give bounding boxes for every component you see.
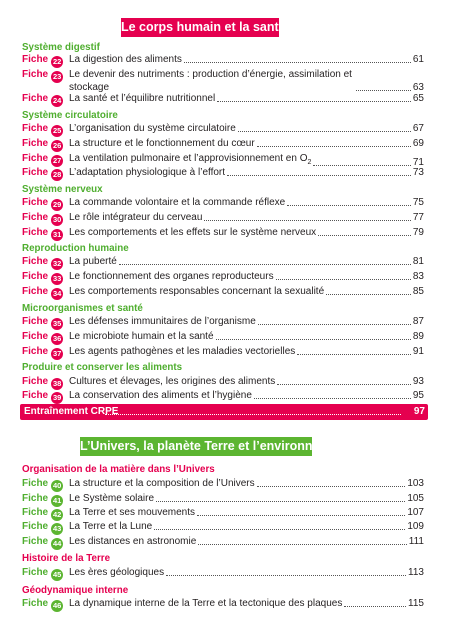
page-number: 113 — [408, 567, 424, 578]
subscript: 2 — [307, 159, 312, 166]
fiche-number-badge: 32 — [52, 259, 62, 268]
toc-entry-title: La puberté — [69, 256, 117, 267]
fiche-label: Fiche 37 — [22, 346, 62, 358]
toc-entry-title: La dynamique interne de la Terre et la tectonique des plaques — [69, 598, 343, 609]
page-number: 107 — [407, 507, 424, 518]
fiche-label: Fiche 43 — [22, 521, 62, 533]
dot-leader — [344, 606, 406, 607]
page-number: 115 — [408, 598, 424, 609]
toc-entry-title: Les défenses immunitaires de l’organisme — [69, 316, 256, 327]
fiche-label: Fiche 22 — [22, 54, 62, 66]
fiche-label: Fiche 31 — [22, 227, 62, 239]
toc-entry-title: L’organisation du système circulatoire — [69, 123, 236, 134]
page-number: 71 — [412, 157, 424, 168]
toc-entry-title: La Terre et ses mouvements — [69, 507, 195, 518]
fiche-number-badge: 30 — [52, 215, 62, 224]
part2-banner: L’Univers, la planète Terre et l’environnement — [80, 437, 312, 456]
toc-entry-title: Les comportements et les effets sur le système nerveux — [69, 227, 317, 238]
toc-row[interactable] — [22, 389, 424, 402]
page-number: 75 — [412, 197, 424, 208]
toc-entry-title: Le rôle intégrateur du cerveau — [69, 212, 203, 223]
toc-row[interactable] — [22, 520, 424, 533]
section-title-microorganismes: Microorganismes et santé — [22, 303, 143, 314]
toc-row[interactable] — [22, 285, 424, 298]
toc-row[interactable] — [22, 375, 424, 388]
dot-leader — [204, 220, 410, 221]
dot-leader — [297, 354, 411, 355]
toc-entry-title: Les agents pathogènes et les maladies vectorielles — [69, 346, 296, 357]
fiche-label: Fiche 41 — [22, 493, 62, 505]
toc-row[interactable] — [22, 122, 424, 135]
page-number: 103 — [407, 478, 424, 489]
toc-entry-title: La digestion des aliments — [69, 54, 182, 65]
page-number: 77 — [412, 212, 424, 223]
toc-entry-title: Le devenir des nutriments : production d’énergie, assimilation et stockage — [69, 69, 352, 93]
dot-leader — [257, 486, 406, 487]
dot-leader — [198, 544, 407, 545]
section-title-digestif: Système digestif — [22, 42, 100, 53]
fiche-label: Fiche 36 — [22, 331, 62, 343]
fiche-number-badge: 36 — [52, 334, 62, 343]
toc-entry-title: La ventilation pulmonaire et l’approvisionnement en $O_2$ — [69, 153, 312, 166]
fiche-number-badge: 26 — [52, 141, 62, 150]
toc-row[interactable] — [22, 597, 424, 610]
fiche-label: Fiche 44 — [22, 536, 62, 548]
page-number: 65 — [412, 93, 424, 104]
dot-leader — [238, 131, 411, 132]
section-title-aliments: Produire et conserver les aliments — [22, 362, 183, 373]
toc-row[interactable] — [22, 330, 424, 343]
fiche-number-badge: 44 — [52, 539, 62, 548]
section-title-matiere: Organisation de la matière dans l’Univers — [22, 464, 215, 475]
fiche-label: Fiche 29 — [22, 197, 62, 209]
toc-entry-title: La commande volontaire et la commande réflexe — [69, 197, 286, 208]
page-number: 81 — [412, 256, 424, 267]
dot-leader — [326, 294, 411, 295]
toc-row[interactable] — [22, 566, 424, 579]
toc-row[interactable] — [22, 68, 424, 94]
fiche-label: Fiche 34 — [22, 286, 62, 298]
dot-leader — [276, 279, 411, 280]
fiche-number-badge: 45 — [52, 570, 62, 579]
fiche-number-badge: 37 — [52, 349, 62, 358]
section-title-nerveux: Système nerveux — [22, 184, 103, 195]
page-number: 105 — [407, 493, 424, 504]
page-number: 85 — [412, 286, 424, 297]
fiche-label: Fiche 26 — [22, 138, 62, 150]
page-number: 63 — [412, 82, 424, 93]
toc-entry-title: Les comportements responsables concernant la sexualité — [69, 286, 325, 297]
page-number: 89 — [412, 331, 424, 342]
fiche-label: Fiche 30 — [22, 212, 62, 224]
toc-entry-title: La Terre et la Lune — [69, 521, 153, 532]
toc-entry-title: Les ères géologiques — [69, 567, 165, 578]
toc-row[interactable] — [22, 535, 424, 548]
dot-leader — [217, 101, 411, 102]
fiche-label: Fiche 45 — [22, 567, 62, 579]
fiche-number-badge: 25 — [52, 126, 62, 135]
dot-leader — [154, 529, 405, 530]
toc-entry-title: La structure et le fonctionnement du cœur — [69, 138, 255, 149]
toc-row[interactable] — [22, 345, 424, 358]
fiche-label: Fiche 33 — [22, 271, 62, 283]
section-title-geodynamique: Géodynamique interne — [22, 585, 129, 596]
part1-banner: Le corps humain et la santé — [121, 18, 279, 37]
fiche-label: Fiche 23 — [22, 69, 62, 81]
fiche-label: Fiche 25 — [22, 123, 62, 135]
dot-leader — [227, 175, 411, 176]
page-number: 61 — [412, 54, 424, 65]
fiche-label: Fiche 46 — [22, 598, 62, 610]
toc-row[interactable] — [22, 53, 424, 66]
toc-row[interactable] — [22, 211, 424, 224]
fiche-label: Fiche 39 — [22, 390, 62, 402]
toc-row[interactable] — [22, 196, 424, 209]
fiche-number-badge: 33 — [52, 274, 62, 283]
fiche-number-badge: 22 — [52, 57, 62, 66]
fiche-number-badge: 29 — [52, 200, 62, 209]
training-label: Entraînement CRPE — [24, 406, 119, 417]
dot-leader — [166, 575, 406, 576]
fiche-label: Fiche 40 — [22, 478, 62, 490]
toc-entry-title: Le Système solaire — [69, 493, 155, 504]
fiche-number-badge: 41 — [52, 496, 62, 505]
toc-row[interactable] — [22, 270, 424, 283]
fiche-label: Fiche 32 — [22, 256, 62, 268]
toc-entry-title: Le microbiote humain et la santé — [69, 331, 214, 342]
page-number: 91 — [412, 346, 424, 357]
dot-leader — [287, 205, 411, 206]
toc-row[interactable] — [22, 166, 424, 179]
fiche-label: Fiche 28 — [22, 167, 62, 179]
dot-leader — [258, 324, 411, 325]
dot-leader — [216, 339, 411, 340]
fiche-number-badge: 31 — [52, 230, 62, 239]
page-number: 83 — [412, 271, 424, 282]
fiche-number-badge: 24 — [52, 96, 62, 105]
dot-leader — [197, 515, 405, 516]
page-number: 67 — [412, 123, 424, 134]
toc-entry-title: Cultures et élevages, les origines des aliments — [69, 376, 276, 387]
section-title-histoire: Histoire de la Terre — [22, 553, 111, 564]
fiche-number-badge: 35 — [52, 319, 62, 328]
page-number: 73 — [412, 167, 424, 178]
fiche-number-badge: 46 — [52, 601, 62, 610]
page-number: 97 — [413, 406, 425, 417]
toc-entry-title: La conservation des aliments et l’hygiène — [69, 390, 252, 401]
page-number: 111 — [408, 536, 424, 547]
toc-row[interactable] — [22, 137, 424, 150]
toc-entry-title: L’adaptation physiologique à l’effort — [69, 167, 226, 178]
page-number: 95 — [412, 390, 424, 401]
toc-entry-title: La santé et l’équilibre nutritionnel — [69, 93, 216, 104]
fiche-number-badge: 39 — [52, 393, 62, 402]
toc-row[interactable] — [22, 255, 424, 268]
toc-entry-title: Le fonctionnement des organes reproducteurs — [69, 271, 274, 282]
toc-row[interactable] — [22, 315, 424, 328]
dot-leader — [254, 398, 411, 399]
page-number: 79 — [412, 227, 424, 238]
page-number: 69 — [412, 138, 424, 149]
toc-row[interactable] — [22, 477, 424, 490]
fiche-number-badge: 34 — [52, 289, 62, 298]
toc-row[interactable] — [22, 506, 424, 519]
toc-entry-title: Les distances en astronomie — [69, 536, 197, 547]
dot-leader — [257, 146, 411, 147]
fiche-number-badge: 40 — [52, 481, 62, 490]
dot-leader — [156, 501, 405, 502]
fiche-label: Fiche 24 — [22, 93, 62, 105]
fiche-label: Fiche 38 — [22, 376, 62, 388]
page-number: 109 — [407, 521, 424, 532]
section-title-circulatoire: Système circulatoire — [22, 110, 118, 121]
section-title-reproduction: Reproduction humaine — [22, 243, 129, 254]
training-row[interactable] — [20, 404, 428, 420]
page-number: 93 — [412, 376, 424, 387]
fiche-label: Fiche 42 — [22, 507, 62, 519]
fiche-number-badge: 42 — [52, 510, 62, 519]
page-number: 87 — [412, 316, 424, 327]
dot-leader — [184, 62, 411, 63]
dot-leader — [356, 90, 411, 91]
dot-leader — [277, 384, 411, 385]
dot-leader — [105, 414, 401, 415]
dot-leader — [318, 235, 411, 236]
fiche-number-badge: 28 — [52, 170, 62, 179]
toc-entry-title: La structure et la composition de l’Univers — [69, 478, 255, 489]
fiche-label: Fiche 35 — [22, 316, 62, 328]
fiche-number-badge: 43 — [52, 524, 62, 533]
toc-row[interactable] — [22, 92, 424, 105]
fiche-number-badge: 27 — [52, 156, 62, 165]
toc-row[interactable] — [22, 492, 424, 505]
fiche-label: Fiche 27 — [22, 153, 62, 165]
fiche-number-badge: 38 — [52, 379, 62, 388]
dot-leader — [119, 264, 411, 265]
toc-row[interactable] — [22, 226, 424, 239]
fiche-number-badge: 23 — [52, 72, 62, 81]
